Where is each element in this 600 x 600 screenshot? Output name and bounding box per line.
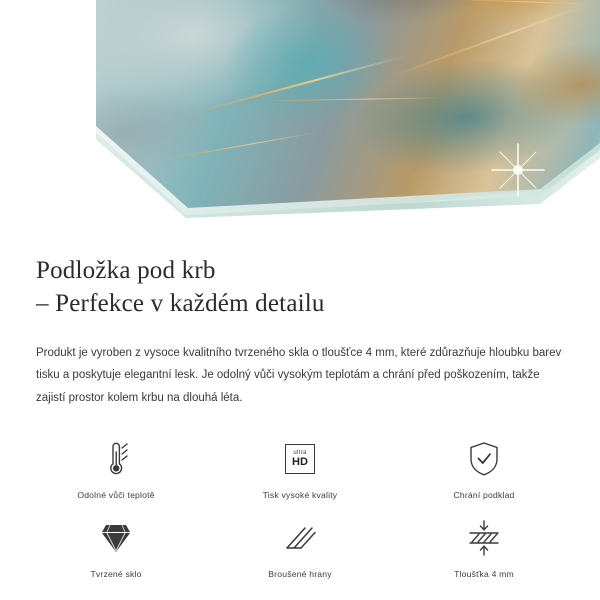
feature-item: [392, 516, 576, 579]
feature-item: [208, 437, 392, 500]
feature-label: Tisk vysoké kvality: [262, 490, 338, 501]
feature-label: Odolné vůči teplotě: [77, 490, 155, 501]
gold-vein: [392, 3, 590, 77]
product-description: Produkt je vyroben z vysoce kvalitního tvrzeného skla o tloušťce 4 mm, které zdůrazňuje hloubku barev tisku a poskytuje elegantní lesk. Je odolný vůči vysokým teplotám a chrání před poškozením, takže zajistí prostor kolem krbu na dlouhá léta.: [36, 347, 562, 404]
feature-item: [208, 516, 392, 579]
thermometer-icon: [101, 437, 131, 481]
polished-edges-icon: [281, 516, 319, 560]
gold-vein: [157, 132, 315, 161]
feature-label: Chrání podklad: [453, 490, 515, 501]
feature-label: Tloušťka 4 mm: [454, 569, 514, 580]
feature-grid: [0, 437, 600, 579]
feature-item: [24, 516, 208, 579]
marble-print-artwork: [48, 0, 600, 218]
gold-vein: [442, 0, 592, 5]
feature-item: [392, 437, 576, 500]
title-line-1: Podložka pod krb: [36, 257, 216, 284]
image-left-margin: [0, 0, 96, 218]
feature-label: Broušené hrany: [268, 569, 332, 580]
feature-label: Tvrzené sklo: [90, 569, 142, 580]
shield-check-icon: [468, 437, 500, 481]
badge-bottom-text: HD: [292, 456, 308, 469]
diamond-icon: [97, 516, 135, 560]
title-line-2: – Perfekce v každém detailu: [36, 290, 325, 317]
thickness-arrows-icon: [464, 516, 504, 560]
page-title: [36, 254, 564, 320]
hero-product-image: [0, 0, 600, 218]
gold-vein: [262, 97, 442, 101]
text-content: [0, 218, 600, 409]
feature-item: [24, 437, 208, 500]
ultra-hd-badge-icon: [285, 437, 315, 481]
badge-top-text: ultra: [293, 450, 307, 457]
gold-vein: [183, 55, 406, 116]
